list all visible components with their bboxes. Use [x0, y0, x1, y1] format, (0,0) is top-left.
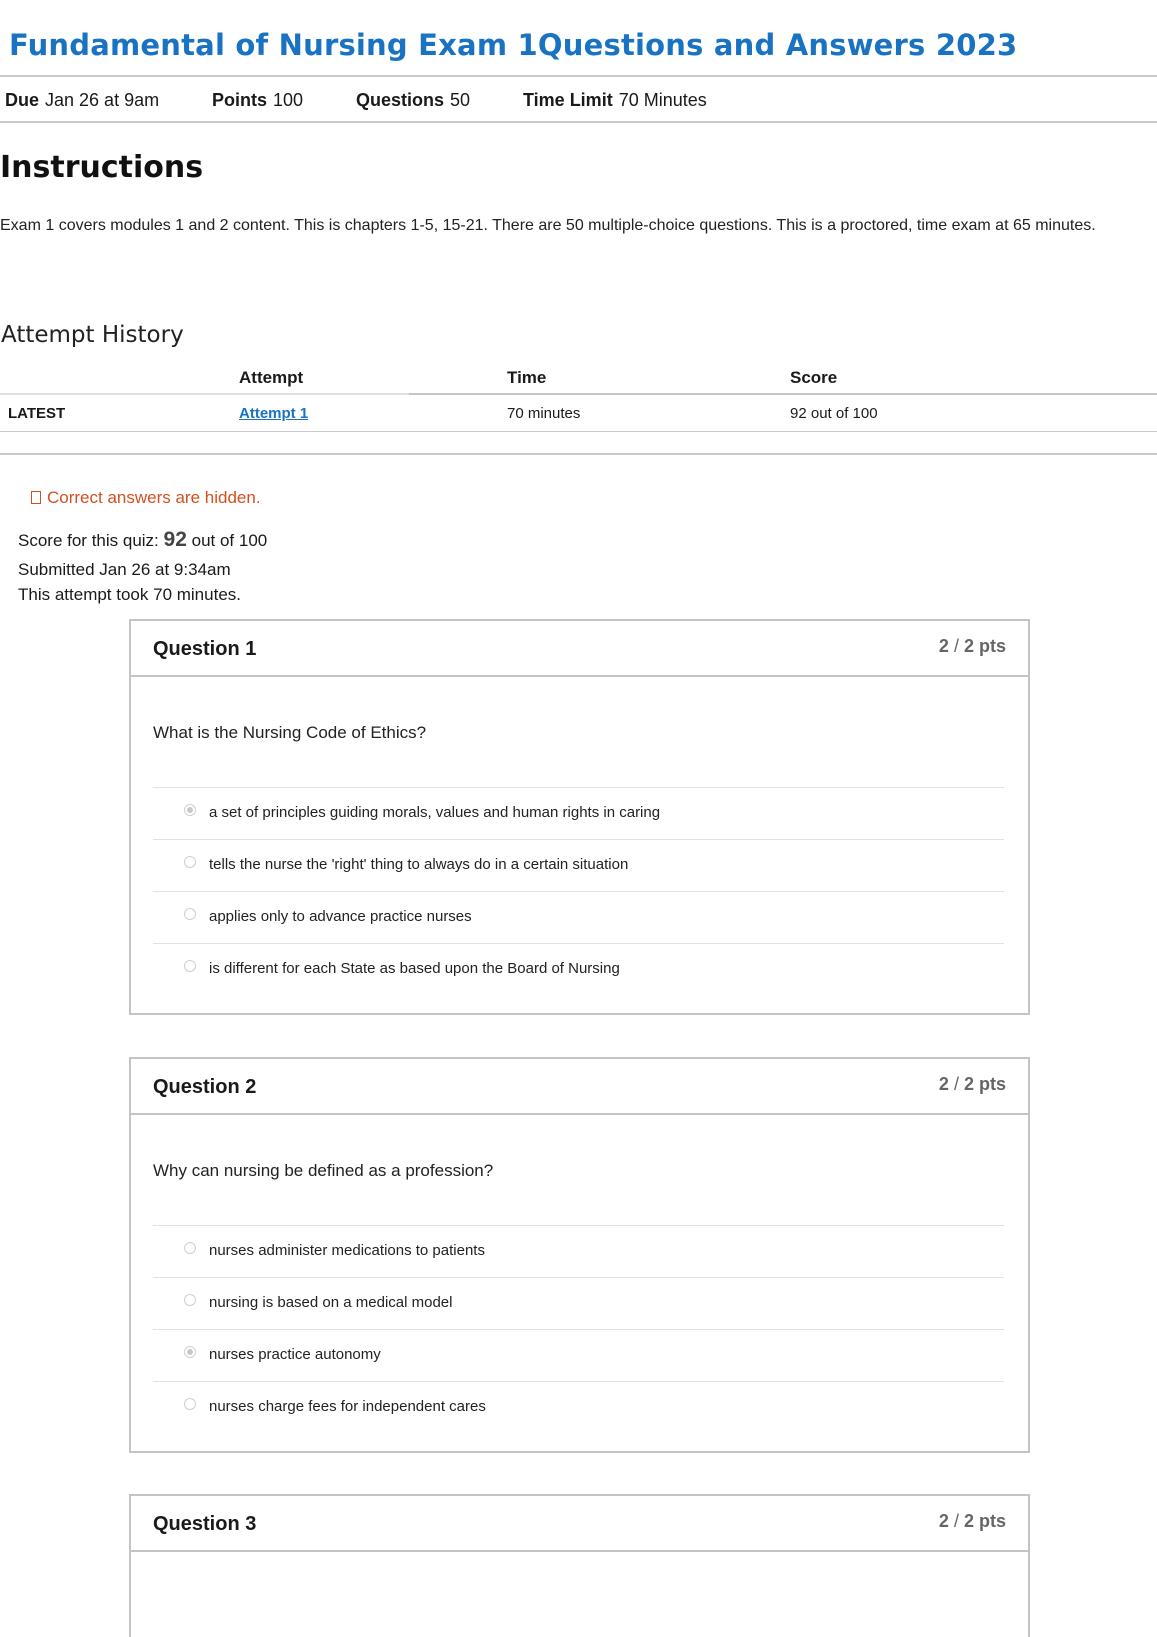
- question-points: 2 / 2 pts: [938, 1511, 1006, 1531]
- attempt-history-heading: Attempt History: [1, 322, 184, 348]
- answer-label: nursing is based on a medical model: [209, 1294, 453, 1311]
- radio-icon[interactable]: [184, 856, 196, 868]
- answer-option[interactable]: [153, 787, 1004, 839]
- answer-list: [153, 787, 1004, 995]
- column-header-attempt: Attempt: [239, 368, 304, 387]
- question-card: [129, 619, 1030, 1015]
- time-limit-info: Time Limit 70 Minutes: [523, 90, 707, 110]
- question-card: [129, 1494, 1030, 1637]
- attempt-duration: This attempt took 70 minutes.: [18, 585, 241, 604]
- answer-option[interactable]: [153, 1225, 1004, 1277]
- question-points: 2 / 2 pts: [938, 636, 1006, 656]
- radio-icon[interactable]: [184, 960, 196, 972]
- divider: [0, 121, 1157, 123]
- answer-option[interactable]: [153, 1277, 1004, 1329]
- questions-info: Questions 50: [356, 90, 471, 110]
- question-title: Question 3: [153, 1513, 257, 1535]
- question-title: Question 2: [153, 1076, 257, 1098]
- radio-selected-icon[interactable]: [184, 1346, 196, 1358]
- quiz-score: Score for this quiz: 92 out of 100: [18, 528, 268, 551]
- page-title: Fundamental of Nursing Exam 1Questions and Answers 2023: [9, 28, 1018, 62]
- radio-icon[interactable]: [184, 1294, 196, 1306]
- column-header-time: Time: [507, 368, 547, 387]
- radio-icon[interactable]: [184, 908, 196, 920]
- answer-label: nurses administer medications to patients: [209, 1242, 485, 1259]
- attempt-link[interactable]: Attempt 1: [239, 405, 309, 422]
- points-info: Points 100: [212, 90, 304, 110]
- info-icon: [31, 491, 41, 504]
- question-header: [131, 1059, 1028, 1115]
- answer-option[interactable]: [153, 1381, 1004, 1433]
- table-header-line: [0, 393, 409, 395]
- answer-option[interactable]: [153, 1329, 1004, 1381]
- answer-label: nurses charge fees for independent cares: [209, 1398, 486, 1415]
- due-info: Due Jan 26 at 9am: [5, 90, 160, 110]
- time-cell: 70 minutes: [507, 405, 581, 422]
- latest-badge: LATEST: [8, 405, 66, 422]
- question-points: 2 / 2 pts: [938, 1074, 1006, 1094]
- radio-icon[interactable]: [184, 1398, 196, 1410]
- submitted-time: Submitted Jan 26 at 9:34am: [18, 560, 231, 579]
- answer-label: applies only to advance practice nurses: [209, 908, 472, 925]
- answer-label: tells the nurse the 'right' thing to always do in a certain situation: [209, 856, 629, 873]
- answer-label: nurses practice autonomy: [209, 1346, 381, 1363]
- answer-option[interactable]: [153, 891, 1004, 943]
- answer-option[interactable]: [153, 839, 1004, 891]
- table-header-line: [409, 393, 1157, 395]
- radio-icon[interactable]: [184, 1242, 196, 1254]
- correct-answers-hidden-notice: Correct answers are hidden.: [31, 488, 261, 508]
- question-card: [129, 1057, 1030, 1453]
- attempt-cell: [239, 405, 308, 422]
- question-title: Question 1: [153, 638, 257, 660]
- answer-label: is different for each State as based upon the Board of Nursing: [209, 960, 620, 977]
- question-text: Why can nursing be defined as a profession?: [153, 1161, 494, 1180]
- divider: [0, 453, 1157, 455]
- question-header: [131, 1496, 1028, 1552]
- question-header: [131, 621, 1028, 677]
- instructions-text: Exam 1 covers modules 1 and 2 content. This is chapters 1-5, 15-21. There are 50 multiple-choice questions. This is a proctored, time exam at 65 minutes.: [0, 217, 1096, 234]
- radio-selected-icon[interactable]: [184, 804, 196, 816]
- answer-option[interactable]: [153, 943, 1004, 995]
- column-header-score: Score: [790, 368, 838, 387]
- answer-list: [153, 1225, 1004, 1433]
- score-cell: 92 out of 100: [790, 405, 878, 422]
- question-text: What is the Nursing Code of Ethics?: [153, 723, 427, 742]
- answer-label: a set of principles guiding morals, values and human rights in caring: [209, 804, 661, 821]
- divider: [0, 431, 1157, 432]
- divider: [0, 75, 1157, 77]
- instructions-heading: Instructions: [0, 150, 204, 185]
